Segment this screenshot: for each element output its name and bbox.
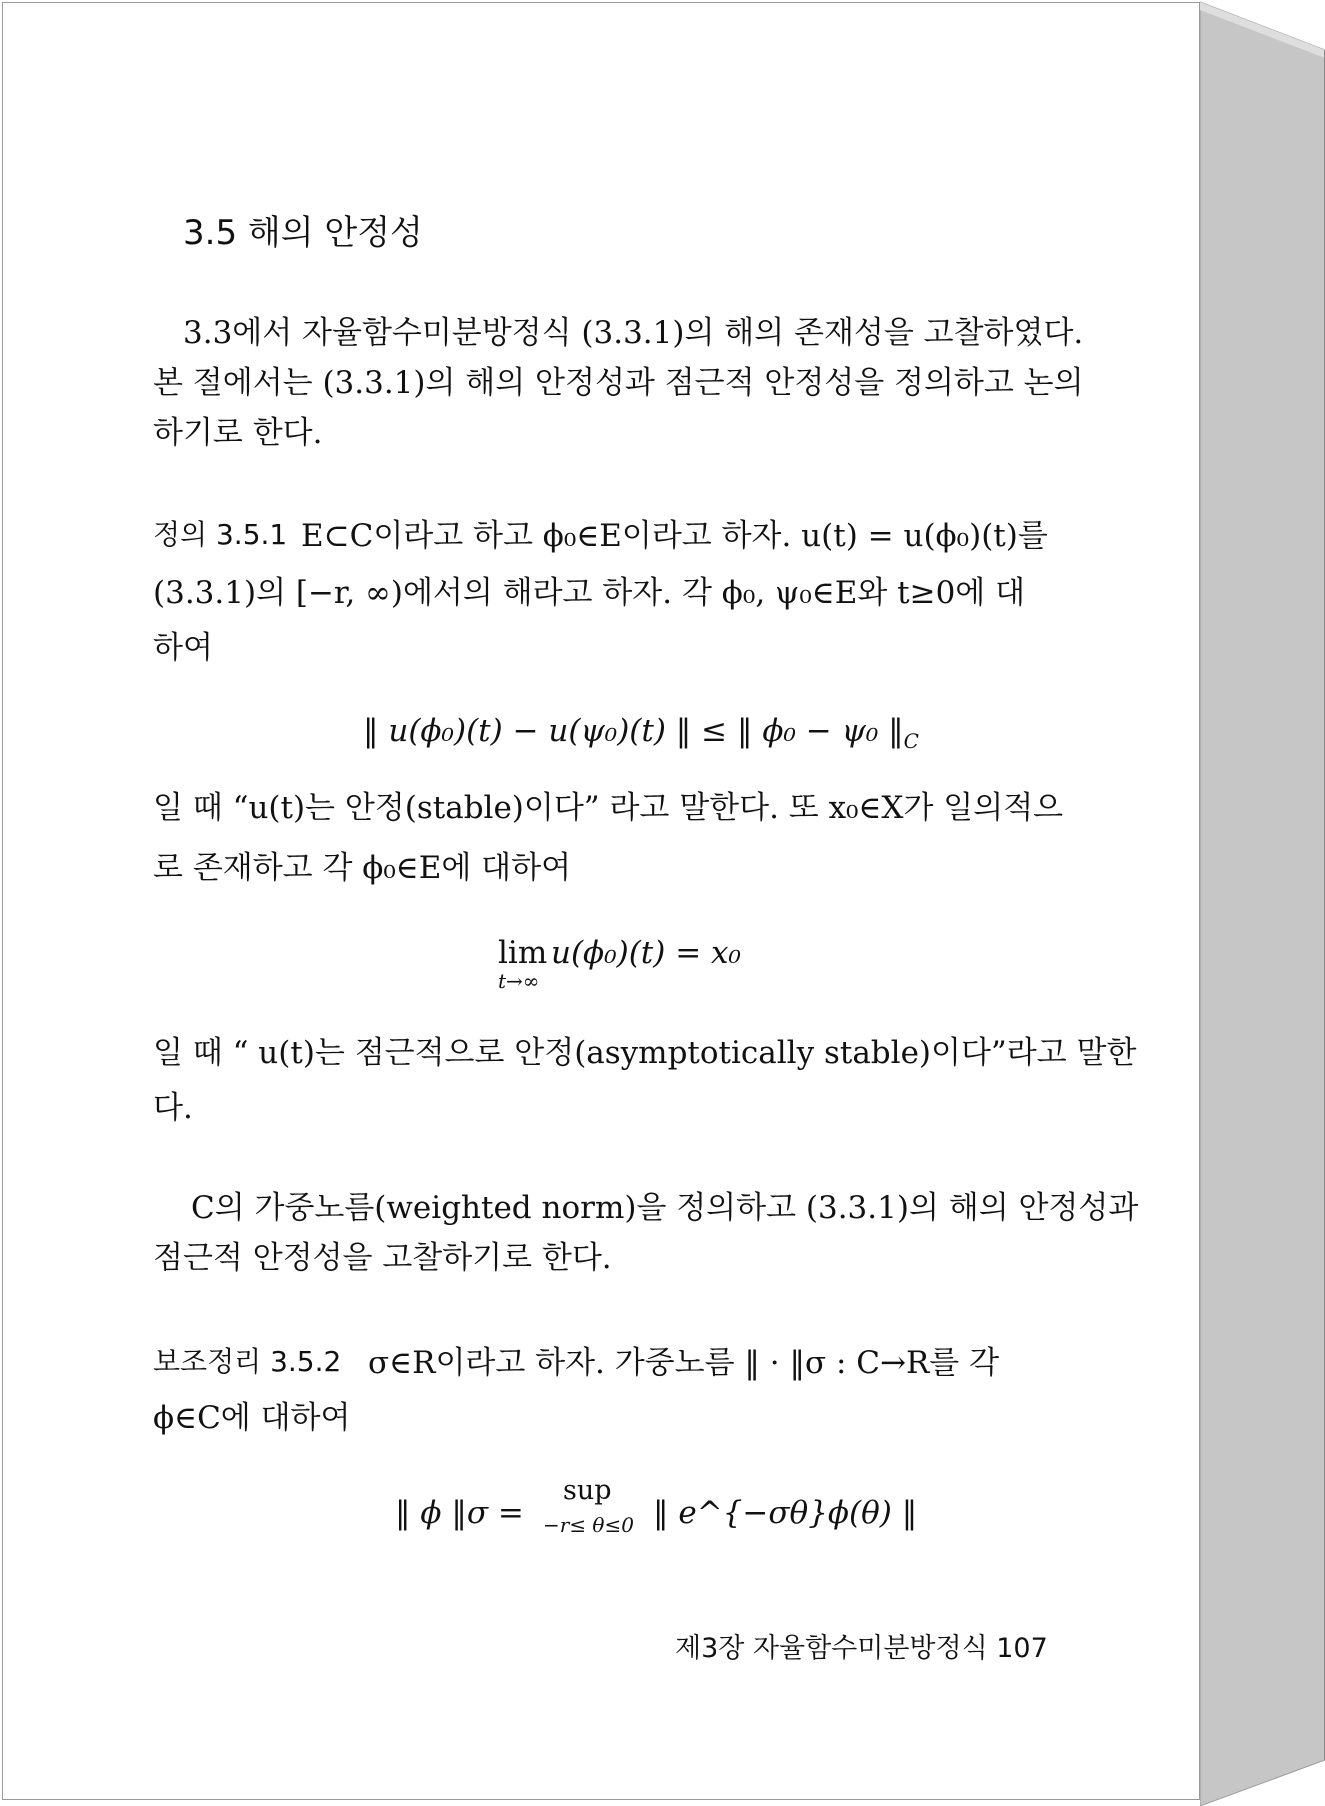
definition-line-3: 하여 xyxy=(153,630,213,666)
weighted-norm-lhs: ‖ ϕ ‖σ = xyxy=(395,1495,524,1531)
intro-line-1: 3.3에서 자율함수미분방정식 (3.3.1)의 해의 존재성을 고찰하였다. xyxy=(183,315,1084,351)
section-heading: 3.5 해의 안정성 xyxy=(183,213,423,253)
definition-line-1: E⊂C이라고 하고 ϕ₀∈E이라고 하자. u(t) = u(ϕ₀)(t)를 xyxy=(301,518,1048,554)
paragraph2-line-2: 점근적 안정성을 고찰하기로 한다. xyxy=(153,1240,612,1276)
after-formula2-line-2: 다. xyxy=(153,1090,193,1126)
lemma-line-1: σ∈R이라고 하자. 가중노름 ‖ · ‖σ : C→R를 각 xyxy=(368,1345,1000,1381)
page-edge-stack xyxy=(1200,0,1325,1806)
stability-formula-body: ‖ u(ϕ₀)(t) − u(ψ₀)(t) ‖ ≤ ‖ ϕ₀ − ψ₀ ‖ xyxy=(363,713,904,749)
sup-operator: sup xyxy=(563,1475,612,1506)
definition-line-2: (3.3.1)의 [−r, ∞)에서의 해라고 하자. 각 ϕ₀, ψ₀∈E와 t≥0에 대 xyxy=(153,575,1026,611)
after-formula1-line-1: 일 때 “u(t)는 안정(stable)이다” 라고 말한다. 또 x₀∈X가 일의적으 xyxy=(153,790,1064,826)
page xyxy=(2,2,1200,1800)
after-formula1-line-2: 로 존재하고 각 ϕ₀∈E에 대하여 xyxy=(153,850,572,886)
limit-formula: u(ϕ₀)(t) = x₀ xyxy=(551,935,741,971)
intro-line-2: 본 절에서는 (3.3.1)의 해의 안정성과 점근적 안정성을 정의하고 논의 xyxy=(153,365,1084,401)
page-footer: 제3장 자율함수미분방정식 107 xyxy=(675,1633,1048,1664)
definition-label: 정의 3.5.1 xyxy=(153,518,288,551)
intro-line-3: 하기로 한다. xyxy=(153,415,323,451)
lemma-label: 보조정리 3.5.2 xyxy=(153,1345,342,1378)
stability-formula-subscript: C xyxy=(903,729,919,754)
sup-subscript: −r≤ θ≤0 xyxy=(543,1513,634,1537)
after-formula2-line-1: 일 때 “ u(t)는 점근적으로 안정(asymptotically stable)이다”라고 말한 xyxy=(153,1035,1137,1071)
weighted-norm-rhs: ‖ e^{−σθ}ϕ(θ) ‖ xyxy=(653,1495,918,1531)
limit-operator: lim xyxy=(498,935,548,971)
lemma-line-2: ϕ∈C에 대하여 xyxy=(153,1400,351,1436)
stability-formula xyxy=(363,713,919,753)
paragraph2-line-1: C의 가중노름(weighted norm)을 정의하고 (3.3.1)의 해의 안정성과 xyxy=(191,1190,1139,1226)
limit-subscript: t→∞ xyxy=(498,969,540,993)
